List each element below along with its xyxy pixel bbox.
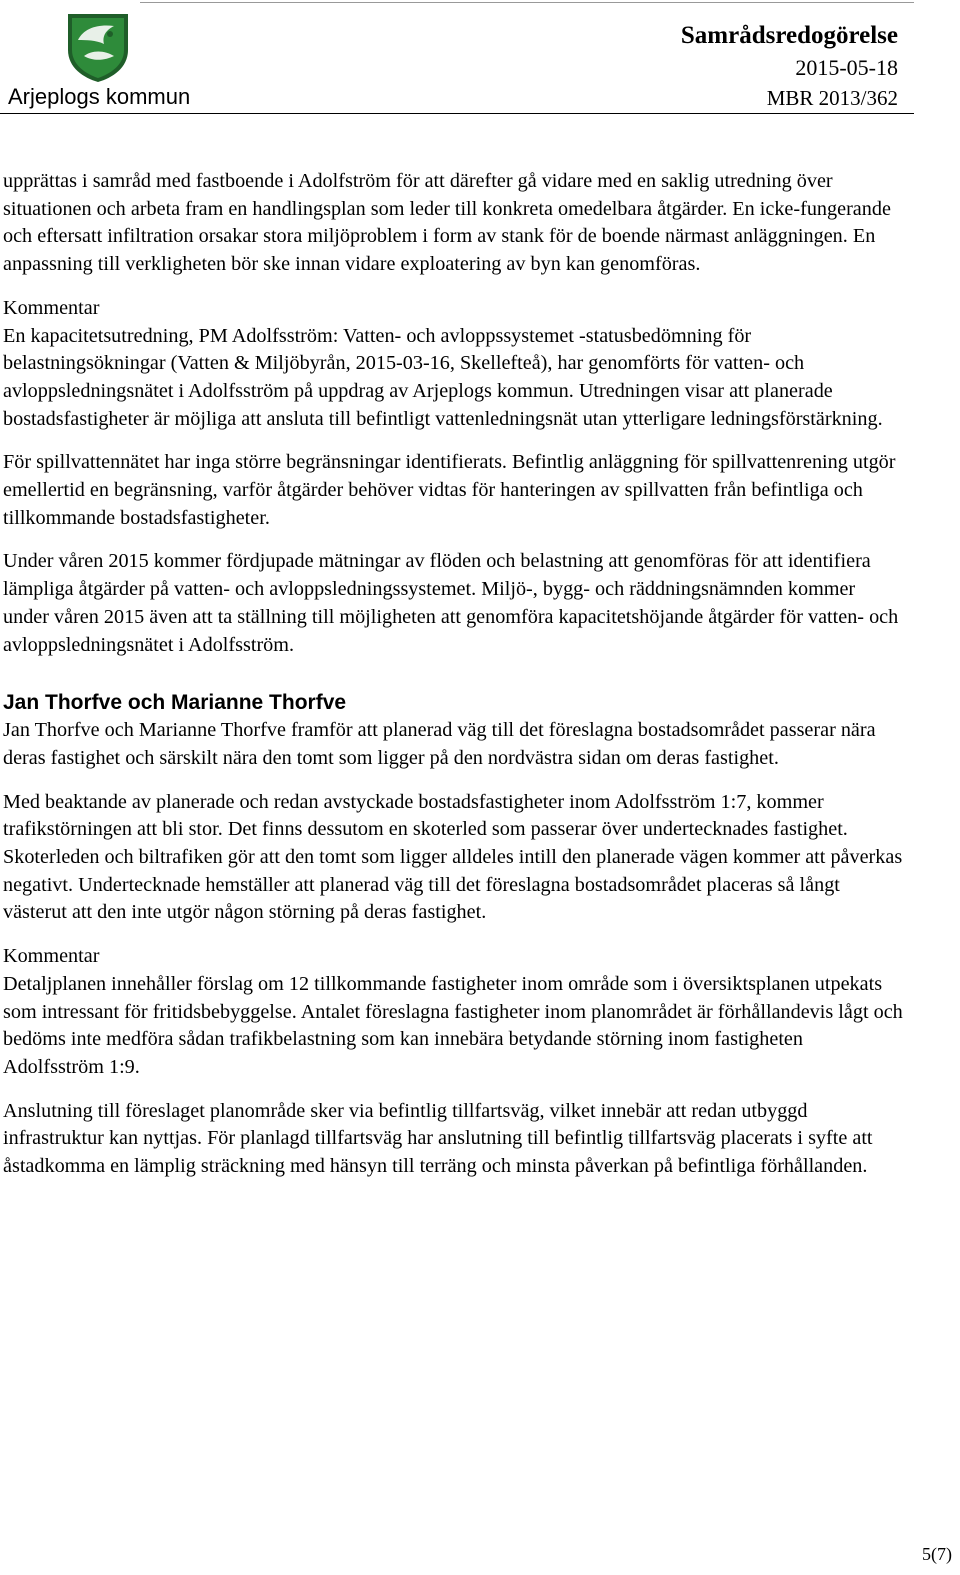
page-number: 5(7) [922, 1544, 952, 1564]
header-rule [0, 113, 914, 114]
document-reference: MBR 2013/362 [766, 86, 898, 110]
municipality-name: Arjeplogs kommun [8, 84, 191, 109]
section-paragraph: Jan Thorfve och Marianne Thorfve framför att planerad väg till det föreslagna bostadsområdet passerar nära deras fastighet och särskilt nära den tomt som ligger på den nordvästra sidan om deras fastighet. [3, 719, 876, 769]
intro-paragraph: upprättas i samråd med fastboende i Adolfström för att därefter gå vidare med en saklig utredning över situationen och arbeta fram en handlingsplan som leder till konkreta omedelbara åtgärder. En icke-fungerande och eftersatt infiltration orsakar stora miljöproblem i form av stank för de boende närmast anläggningen. En anpassning till verkligheten bör ske innan vidare exploatering av byn kan genomföras. [3, 170, 891, 276]
comment-paragraph: Under våren 2015 kommer fördjupade mätningar av flöden och belastning att genomföras för att identifiera lämpliga åtgärder på vatten- och avloppsledningssystemet. Miljö-, bygg- och räddningsnämnden kommer under våren 2015 även att ta ställning till möjligheten att genomföra kapacitetshöjande åtgärder för vatten- och avloppsledningsnätet i Adolfsström. [3, 550, 899, 656]
comment-paragraph: Detaljplanen innehåller förslag om 12 tillkommande fastigheter inom område som i översiktsplanen utpekats som intressant för fritidsbebyggelse. Antalet föreslagna fastigheter inom planområdet är förhållandevis lågt och bedöms inte medföra sådan trafikbelastning som kan innebära betydande störning inom fastigheten Adolfsström 1:9. [3, 972, 903, 1078]
section-paragraph: Med beaktande av planerade och redan avstyckade bostadsfastigheter inom Adolfsström 1:7, kommer trafikstörningen att bli stor. Det finns dessutom en skoterled som passerar över undertecknades fastighet. Skoterleden och biltrafiken gör att den tomt som ligger alldeles intill den planerade vägen kommer att påverkas negativt. Undertecknade hemställer att planerad väg till det föreslagna bostadsområdet placeras så långt västerut att den inte utgör någon störning på deras fastighet. [3, 790, 903, 924]
document-body [3, 168, 903, 1197]
comment-block-1 [3, 295, 903, 659]
comment-heading: Kommentar [3, 296, 100, 319]
section-heading: Jan Thorfve och Marianne Thorfve [3, 691, 347, 715]
document-date: 2015-05-18 [795, 55, 898, 80]
comment-block-2 [3, 943, 903, 1181]
document-title: Samrådsredogörelse [680, 22, 898, 49]
comment-paragraph: Anslutning till föreslaget planområde sker via befintlig tillfartsväg, vilket innebär att redan utbyggd infrastruktur kan nyttjas. För planlagd tillfartsväg har anslutning till befintlig tillfartsväg placerats i syfte att åstadkomma en lämplig sträckning med hänsyn till terräng och minsta påverkan på befintliga förhållanden. [3, 1099, 873, 1178]
comment-heading: Kommentar [3, 945, 100, 968]
header-top-rule [140, 2, 914, 3]
page-header [0, 0, 960, 116]
comment-paragraph: För spillvattennätet har inga större begränsningar identifierats. Befintlig anläggning för spillvattenrening utgör emellertid en begränsning, varför åtgärder behöver vidtas för hanteringen av spillvatten från befintliga och tillkommande bostadsfastigheter. [3, 451, 896, 529]
comment-paragraph: En kapacitetsutredning, PM Adolfsström: Vatten- och avloppssystemet -statusbedömning för belastningsökningar (Vatten & Miljöbyrån, 2015-03-16, Skellefteå), har genomförts för vatten- och avloppsledningsnätet i Adolfsström på uppdrag av Arjeplogs kommun. Utredningen visar att planerade bostadsfastigheter är möjliga att ansluta till befintligt vattenledningsnät utan ytterligare ledningsförstärkning. [3, 324, 883, 430]
coat-of-arms-icon [64, 10, 132, 84]
